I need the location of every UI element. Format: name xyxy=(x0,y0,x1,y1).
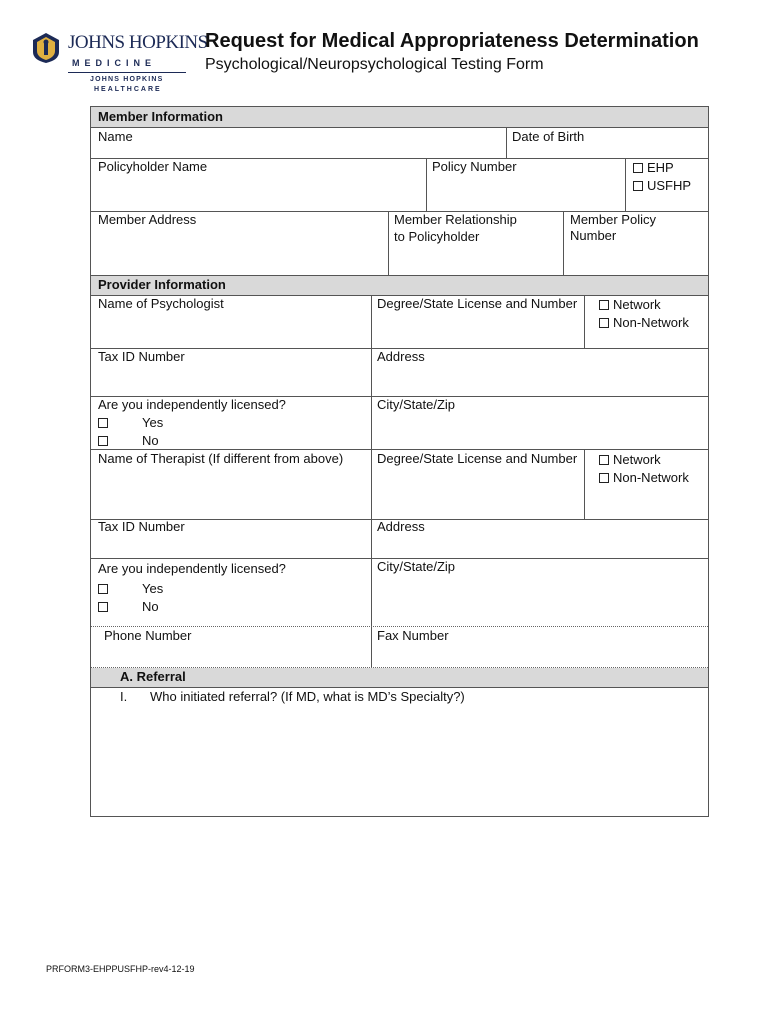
plan-option-usfhp[interactable]: USFHP xyxy=(633,177,691,194)
therapist-licensed-question: Are you independently licensed? xyxy=(98,561,286,576)
checkbox-icon[interactable] xyxy=(98,584,108,594)
psychologist-tax-id-field[interactable]: Tax ID Number xyxy=(98,349,185,364)
checkbox-icon[interactable] xyxy=(633,181,643,191)
member-relationship-label-2[interactable]: to Policyholder xyxy=(394,229,480,244)
member-address-field[interactable]: Member Address xyxy=(98,212,197,227)
page-title: Request for Medical Appropriateness Determination xyxy=(205,30,699,52)
psychologist-city-state-zip-field[interactable]: City/State/Zip xyxy=(377,397,456,412)
psychologist-licensed-question: Are you independently licensed? xyxy=(98,397,286,412)
page-subtitle: Psychological/Neuropsychological Testing Form xyxy=(205,56,544,73)
plan-option-ehp[interactable]: EHP xyxy=(633,159,674,176)
phone-number-field[interactable]: Phone Number xyxy=(104,628,192,643)
shield-icon xyxy=(32,32,60,64)
logo-text-johns-hopkins: JOHNS HOPKINS xyxy=(68,32,208,53)
logo-text-jh-healthcare-1: JOHNS HOPKINS xyxy=(90,76,164,83)
psychologist-network-option[interactable]: Network xyxy=(599,296,661,313)
therapist-tax-id-field[interactable]: Tax ID Number xyxy=(98,519,185,534)
psychologist-non-network-option[interactable]: Non-Network xyxy=(599,314,689,331)
johns-hopkins-logo xyxy=(28,28,208,98)
therapist-degree-license-field[interactable]: Degree/State License and Number xyxy=(377,451,578,466)
member-policy-number-label-2[interactable]: Number xyxy=(570,228,617,243)
member-name-field[interactable]: Name xyxy=(98,129,133,144)
psychologist-licensed-no[interactable]: No xyxy=(98,432,159,449)
therapist-name-field[interactable]: Name of Therapist (If different from above) xyxy=(98,451,344,466)
date-of-birth-field[interactable]: Date of Birth xyxy=(512,129,585,144)
logo-divider xyxy=(68,72,186,73)
member-policy-number-label-1[interactable]: Member Policy xyxy=(570,212,656,227)
logo-text-jh-healthcare-2: HEALTHCARE xyxy=(94,86,162,93)
checkbox-icon[interactable] xyxy=(98,436,108,446)
checkbox-icon[interactable] xyxy=(98,418,108,428)
therapist-address-field[interactable]: Address xyxy=(377,519,425,534)
checkbox-icon[interactable] xyxy=(599,473,609,483)
policyholder-name-field[interactable]: Policyholder Name xyxy=(98,159,208,174)
provider-info-header: Provider Information xyxy=(98,277,226,292)
member-info-header: Member Information xyxy=(98,109,223,124)
checkbox-icon[interactable] xyxy=(599,300,609,310)
psychologist-address-field[interactable]: Address xyxy=(377,349,425,364)
checkbox-icon[interactable] xyxy=(599,455,609,465)
referral-question-initiator[interactable]: Who initiated referral? (If MD, what is MD’s Specialty?) xyxy=(150,689,465,704)
form-id-footer: PRFORM3-EHPPUSFHP-rev4-12-19 xyxy=(46,964,195,974)
fax-number-field[interactable]: Fax Number xyxy=(377,628,449,643)
referral-header: A. Referral xyxy=(120,669,186,684)
therapist-city-state-zip-field[interactable]: City/State/Zip xyxy=(377,559,456,574)
psychologist-degree-license-field[interactable]: Degree/State License and Number xyxy=(377,296,578,311)
psychologist-name-field[interactable]: Name of Psychologist xyxy=(98,296,224,311)
psychologist-licensed-yes[interactable]: Yes xyxy=(98,414,163,431)
referral-question-number: I. xyxy=(120,689,128,704)
member-relationship-label-1[interactable]: Member Relationship xyxy=(394,212,517,227)
policy-number-field[interactable]: Policy Number xyxy=(432,159,517,174)
therapist-network-option[interactable]: Network xyxy=(599,451,661,468)
request-form xyxy=(90,106,709,817)
therapist-licensed-no[interactable]: No xyxy=(98,598,159,615)
checkbox-icon[interactable] xyxy=(633,163,643,173)
checkbox-icon[interactable] xyxy=(599,318,609,328)
checkbox-icon[interactable] xyxy=(98,602,108,612)
logo-text-medicine: MEDICINE xyxy=(72,58,157,68)
therapist-non-network-option[interactable]: Non-Network xyxy=(599,469,689,486)
therapist-licensed-yes[interactable]: Yes xyxy=(98,580,163,597)
